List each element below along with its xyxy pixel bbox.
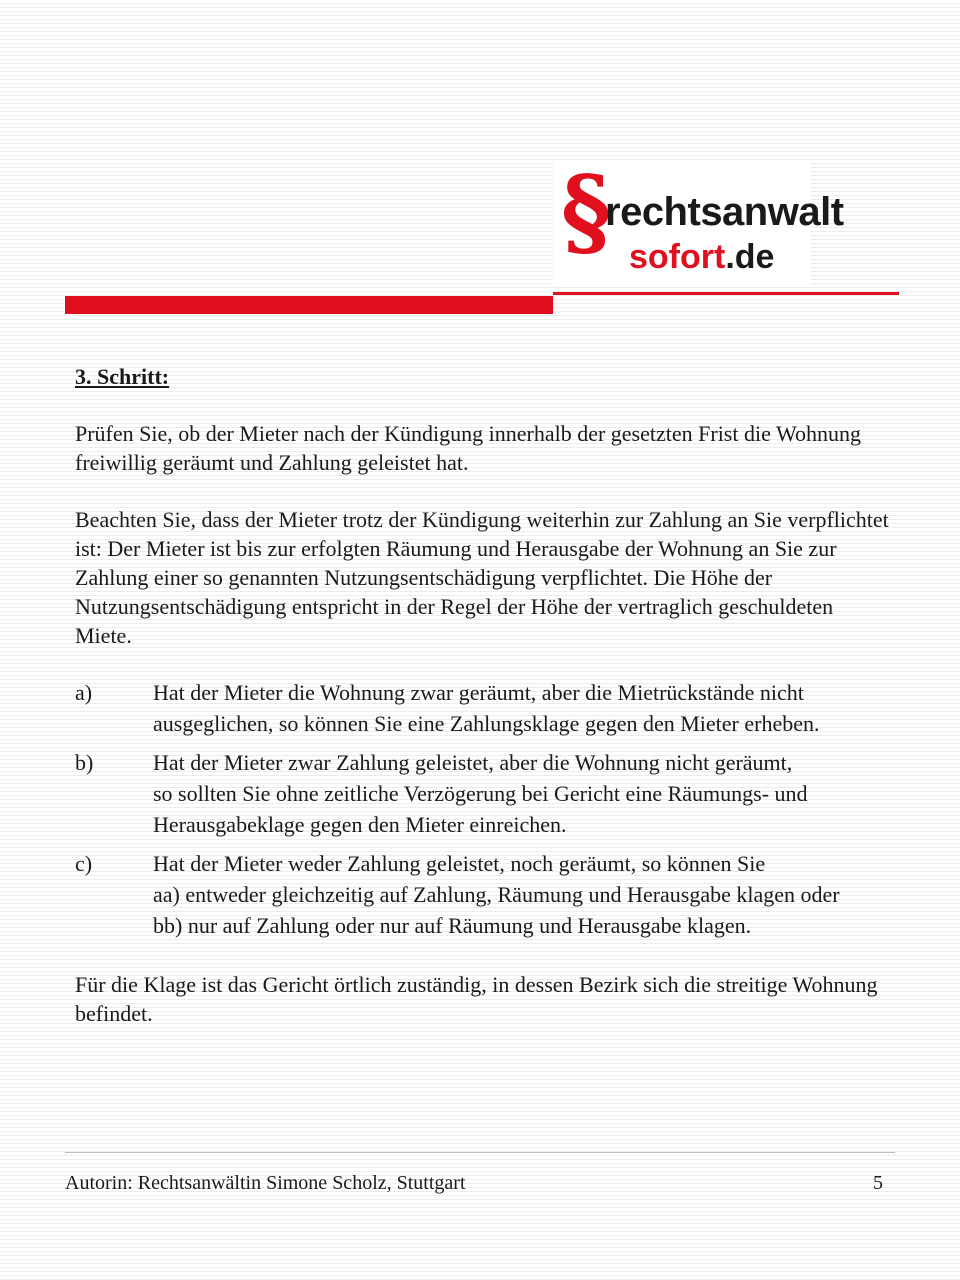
list-line: Hat der Mieter die Wohnung zwar geräumt, aber die Mietrückstände nicht [153,680,804,705]
logo-tld: .de [725,238,775,276]
list-marker: a) [75,680,93,705]
list-line: Herausgabeklage gegen den Mieter einreichen. [153,812,567,837]
paragraph-3: Für die Klage ist das Gericht örtlich zuständig, in dessen Bezirk sich die streitige Wohnung befindet. [75,972,878,1026]
list-item-b [75,748,895,841]
page-footer [65,1172,883,1195]
logo [553,155,844,285]
logo-text-line2 [629,238,774,277]
list-line: so sollten Sie ohne zeitliche Verzögerung bei Gericht eine Räumungs- und [153,781,808,806]
list-item-body [153,849,895,942]
document-body [75,362,895,1056]
list-item-body [153,678,895,740]
page-number: 5 [873,1172,883,1194]
list-line: aa) entweder gleichzeitig auf Zahlung, Räumung und Herausgabe klagen oder [153,882,840,907]
header-red-line [553,292,899,295]
paragraph-1: Prüfen Sie, ob der Mieter nach der Kündigung innerhalb der gesetzten Frist die Wohnung freiwillig geräumt und Zahlung geleistet hat. [75,421,861,475]
list-line: Hat der Mieter zwar Zahlung geleistet, aber die Wohnung nicht geräumt, [153,750,793,775]
footer-author: Autorin: Rechtsanwältin Simone Scholz, Stuttgart [65,1172,466,1194]
list-item-c [75,849,895,942]
footer-divider [65,1152,895,1153]
list-line: ausgeglichen, so können Sie eine Zahlungsklage gegen den Mieter erheben. [153,711,820,736]
logo-text-line1: rechtsanwalt [605,190,844,234]
list-line: bb) nur auf Zahlung oder nur auf Räumung und Herausgabe klagen. [153,913,752,938]
list-item-body [153,748,895,841]
paragraph-sign-icon: § [561,155,612,268]
list-marker: c) [75,851,93,876]
list-item-a [75,678,895,740]
list-marker: b) [75,750,94,775]
header-red-bar [65,296,553,314]
list-line: Hat der Mieter weder Zahlung geleistet, noch geräumt, so können Sie [153,851,766,876]
logo-sofort: sofort [629,238,726,276]
case-list [75,678,895,942]
paragraph-2: Beachten Sie, dass der Mieter trotz der Kündigung weiterhin zur Zahlung an Sie verpflichtet ist: Der Mieter ist bis zur erfolgten Räumung und Herausgabe der Wohnung an Sie zur Zahlung einer so genannten Nutzungsentschädigung verpflichtet. Die Höhe der Nutzungsentschädigung entspricht in der Regel der Höhe der vertraglich geschuldeten Miete. [75,507,889,648]
section-heading: 3. Schritt: [75,364,170,389]
